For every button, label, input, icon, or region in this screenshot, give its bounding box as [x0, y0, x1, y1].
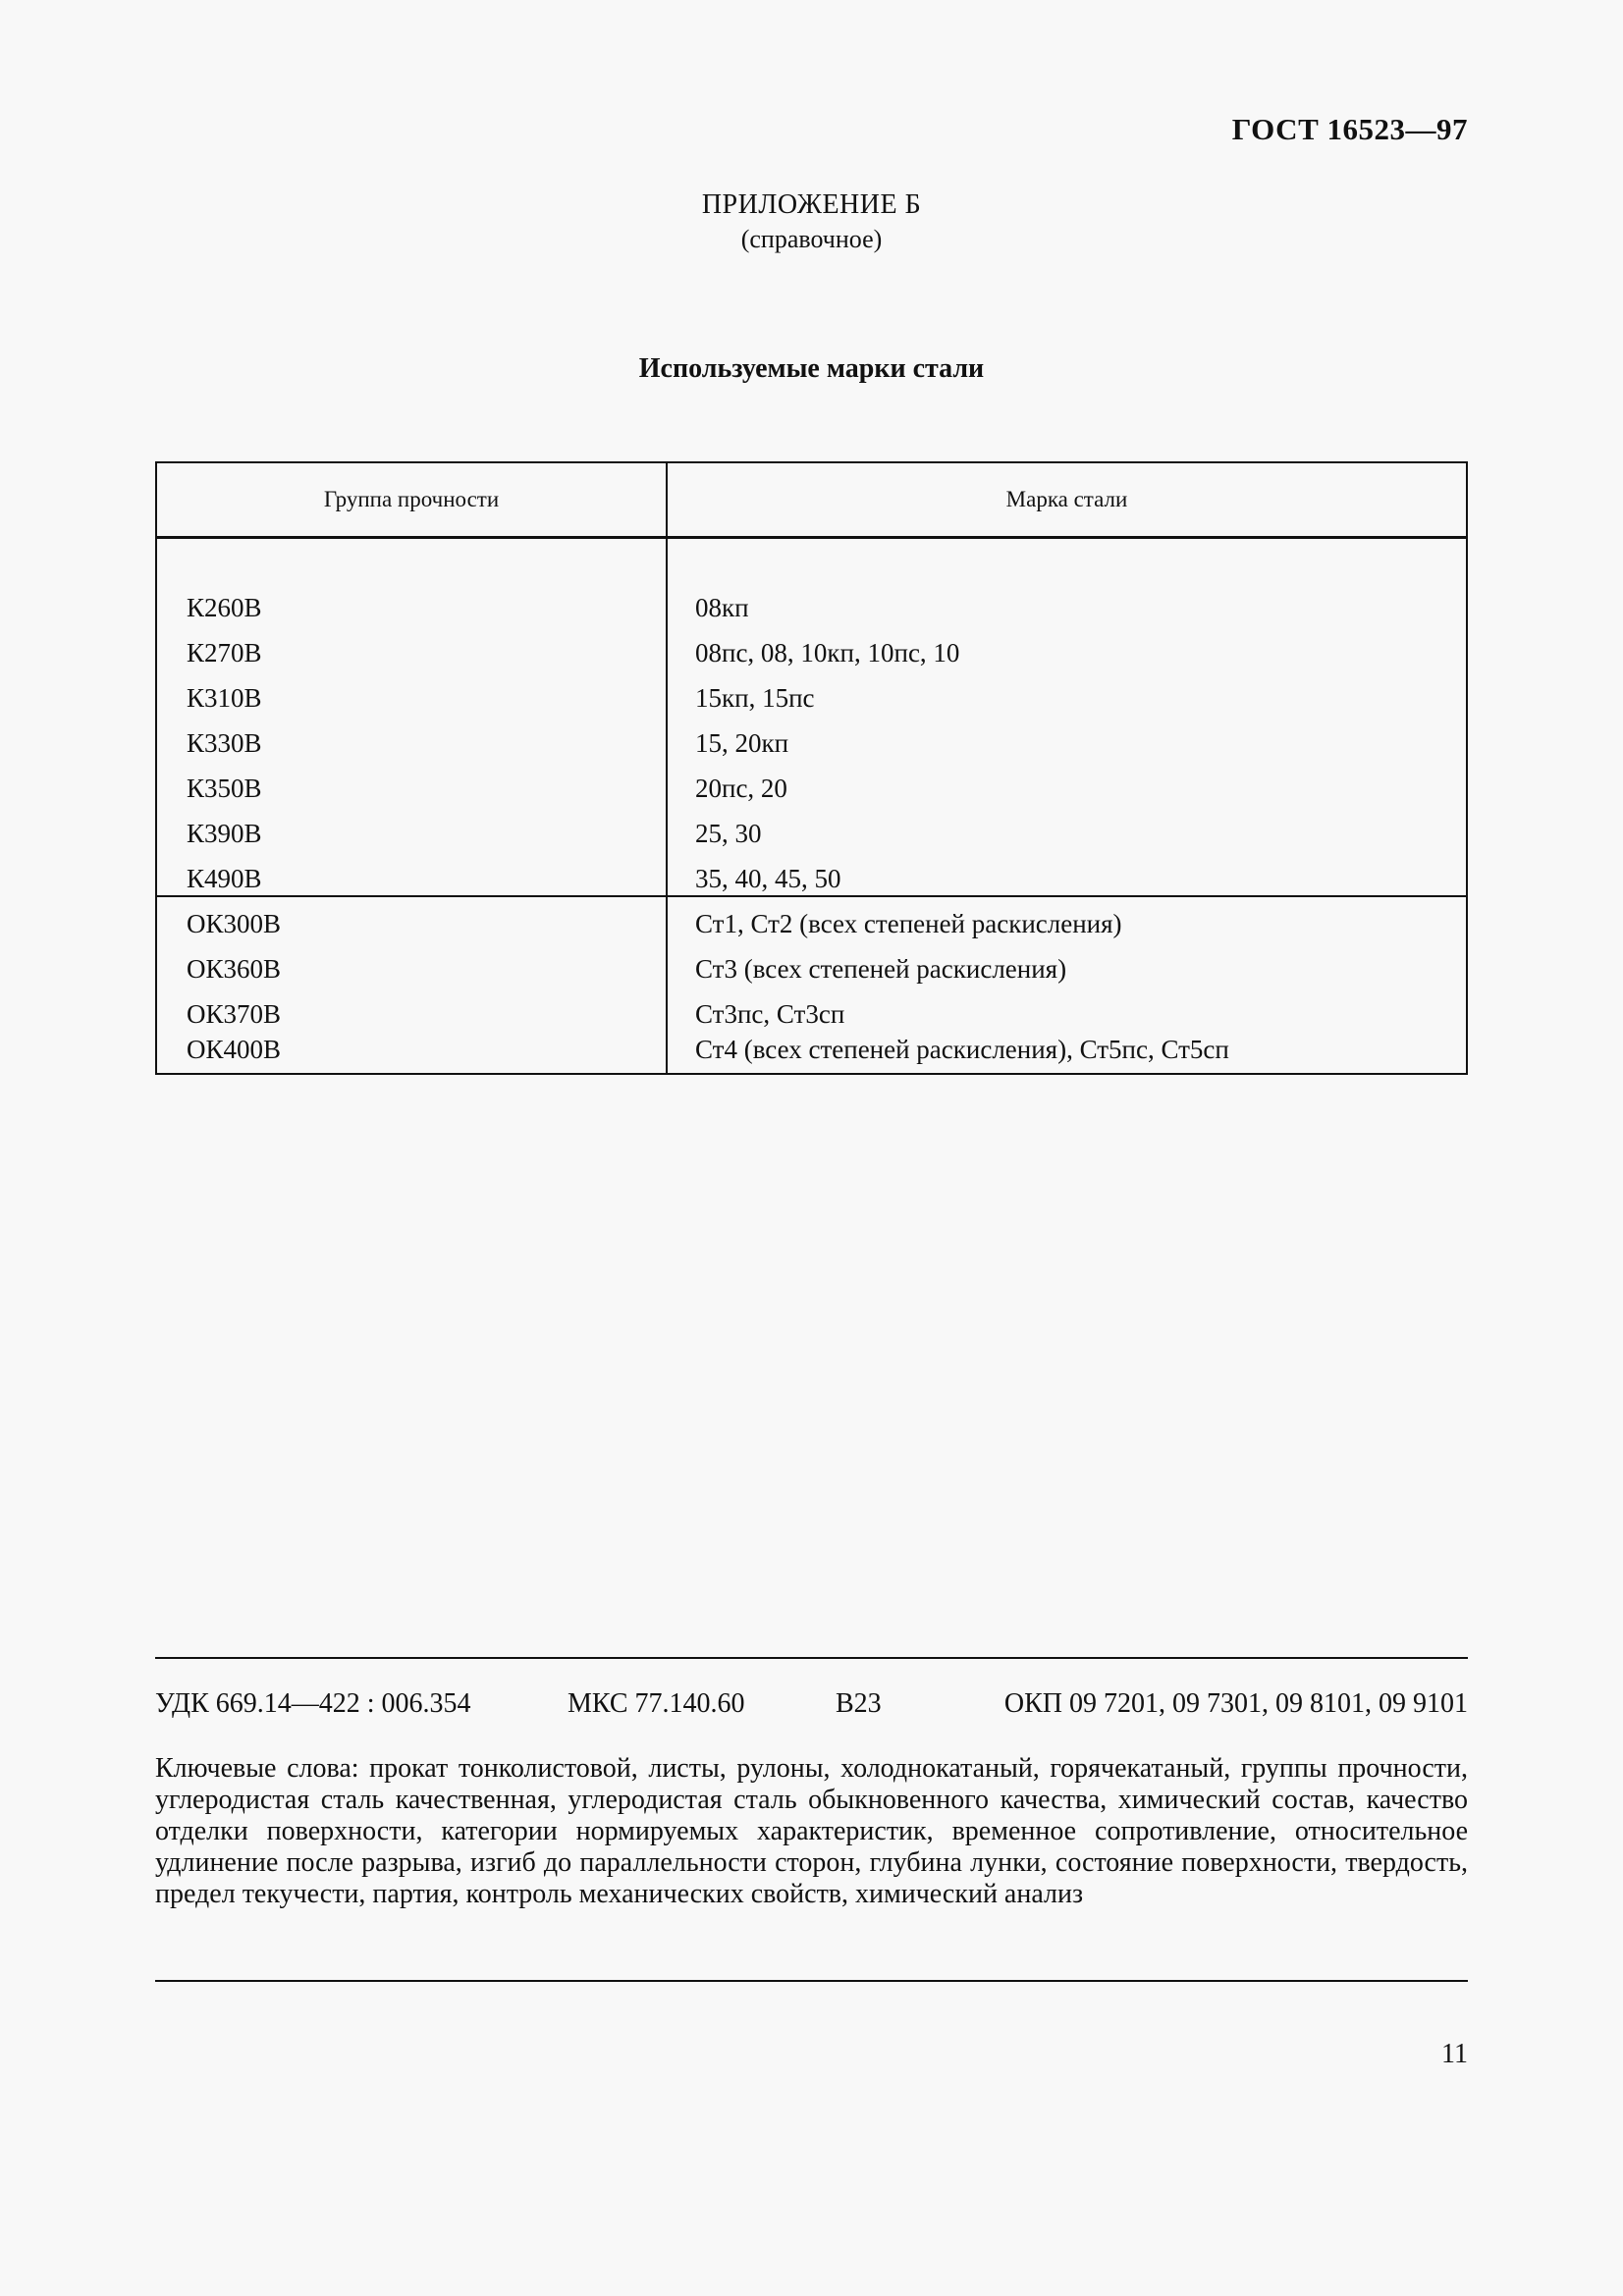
steel-grade-cell: 08пс, 08, 10кп, 10пс, 10 — [695, 638, 960, 667]
table-title: Используемые марки стали — [638, 353, 985, 384]
steel-grade-cell: Ст1, Ст2 (всех степеней раскисления) — [695, 909, 1122, 938]
strength-group-cell: ОК300В — [187, 909, 282, 938]
table-row — [157, 811, 1468, 856]
strength-group-cell: К490В — [187, 864, 262, 893]
strength-group-cell: К350В — [187, 774, 262, 803]
table-row — [157, 585, 1468, 630]
okp-code: ОКП 09 7201, 09 7301, 09 8101, 09 9101 — [1003, 1688, 1468, 1719]
table-row — [157, 856, 1468, 901]
table-row — [157, 901, 1468, 946]
strength-group-cell: ОК370В — [187, 999, 282, 1029]
steel-grade-cell: 25, 30 — [695, 819, 762, 848]
steel-grade-cell: 15, 20кп — [695, 728, 789, 758]
table-row — [157, 675, 1468, 721]
strength-group-cell: К390В — [187, 819, 262, 848]
appendix-title: ПРИЛОЖЕНИЕ Б — [701, 189, 922, 220]
steel-grade-cell: Ст3пс, Ст3сп — [695, 999, 845, 1029]
classification-line — [155, 1688, 1468, 1728]
steel-grade-cell: 08кп — [695, 593, 749, 622]
steel-grade-cell: Ст3 (всех степеней раскисления) — [695, 954, 1067, 984]
table-row — [157, 1027, 1468, 1072]
steel-grade-cell: 35, 40, 45, 50 — [695, 864, 841, 893]
mks-code: МКС 77.140.60 — [568, 1688, 745, 1719]
steel-grade-cell: Ст4 (всех степеней раскисления), Ст5пс, Ст5сп — [695, 1035, 1229, 1064]
steel-grade-cell: 15кп, 15пс — [695, 683, 815, 713]
classification-divider-bottom — [155, 1980, 1468, 1982]
document-code: ГОСТ 16523—97 — [1231, 112, 1468, 146]
strength-group-cell: ОК400В — [187, 1035, 282, 1064]
keywords-paragraph: Ключевые слова: прокат тонколистовой, листы, рулоны, холоднокатаный, горячекатаный, группы прочности, углеродистая сталь качественная, углеродистая сталь обыкновенного качества, химический состав, качество отделки поверхности, категории нормируемых характеристик, временное сопротивление, относительное удлинение после разрыва, изгиб до параллельности сторон, глубина лунки, состояние поверхности, твердость, предел текучести, партия, контроль механических свойств, химический анализ — [155, 1753, 1468, 1909]
table-row — [157, 946, 1468, 991]
column-header-strength-group: Группа прочности — [323, 487, 500, 511]
classification-divider-top — [155, 1657, 1468, 1659]
group-code: В23 — [836, 1688, 882, 1719]
strength-group-cell: К330В — [187, 728, 262, 758]
strength-group-cell: К260В — [187, 593, 262, 622]
steel-grades-table — [155, 461, 1468, 1075]
appendix-subtitle: (справочное) — [740, 225, 883, 253]
column-header-steel-grade: Марка стали — [1005, 487, 1128, 511]
table-row — [157, 766, 1468, 811]
strength-group-cell: К270В — [187, 638, 262, 667]
udk-code: УДК 669.14—422 : 006.354 — [155, 1688, 471, 1719]
steel-grade-cell: 20пс, 20 — [695, 774, 787, 803]
page-number: 11 — [1441, 2039, 1468, 2069]
table-row — [157, 721, 1468, 766]
table-row — [157, 630, 1468, 675]
strength-group-cell: ОК360В — [187, 954, 282, 984]
header-divider — [157, 536, 1466, 539]
strength-group-cell: К310В — [187, 683, 262, 713]
